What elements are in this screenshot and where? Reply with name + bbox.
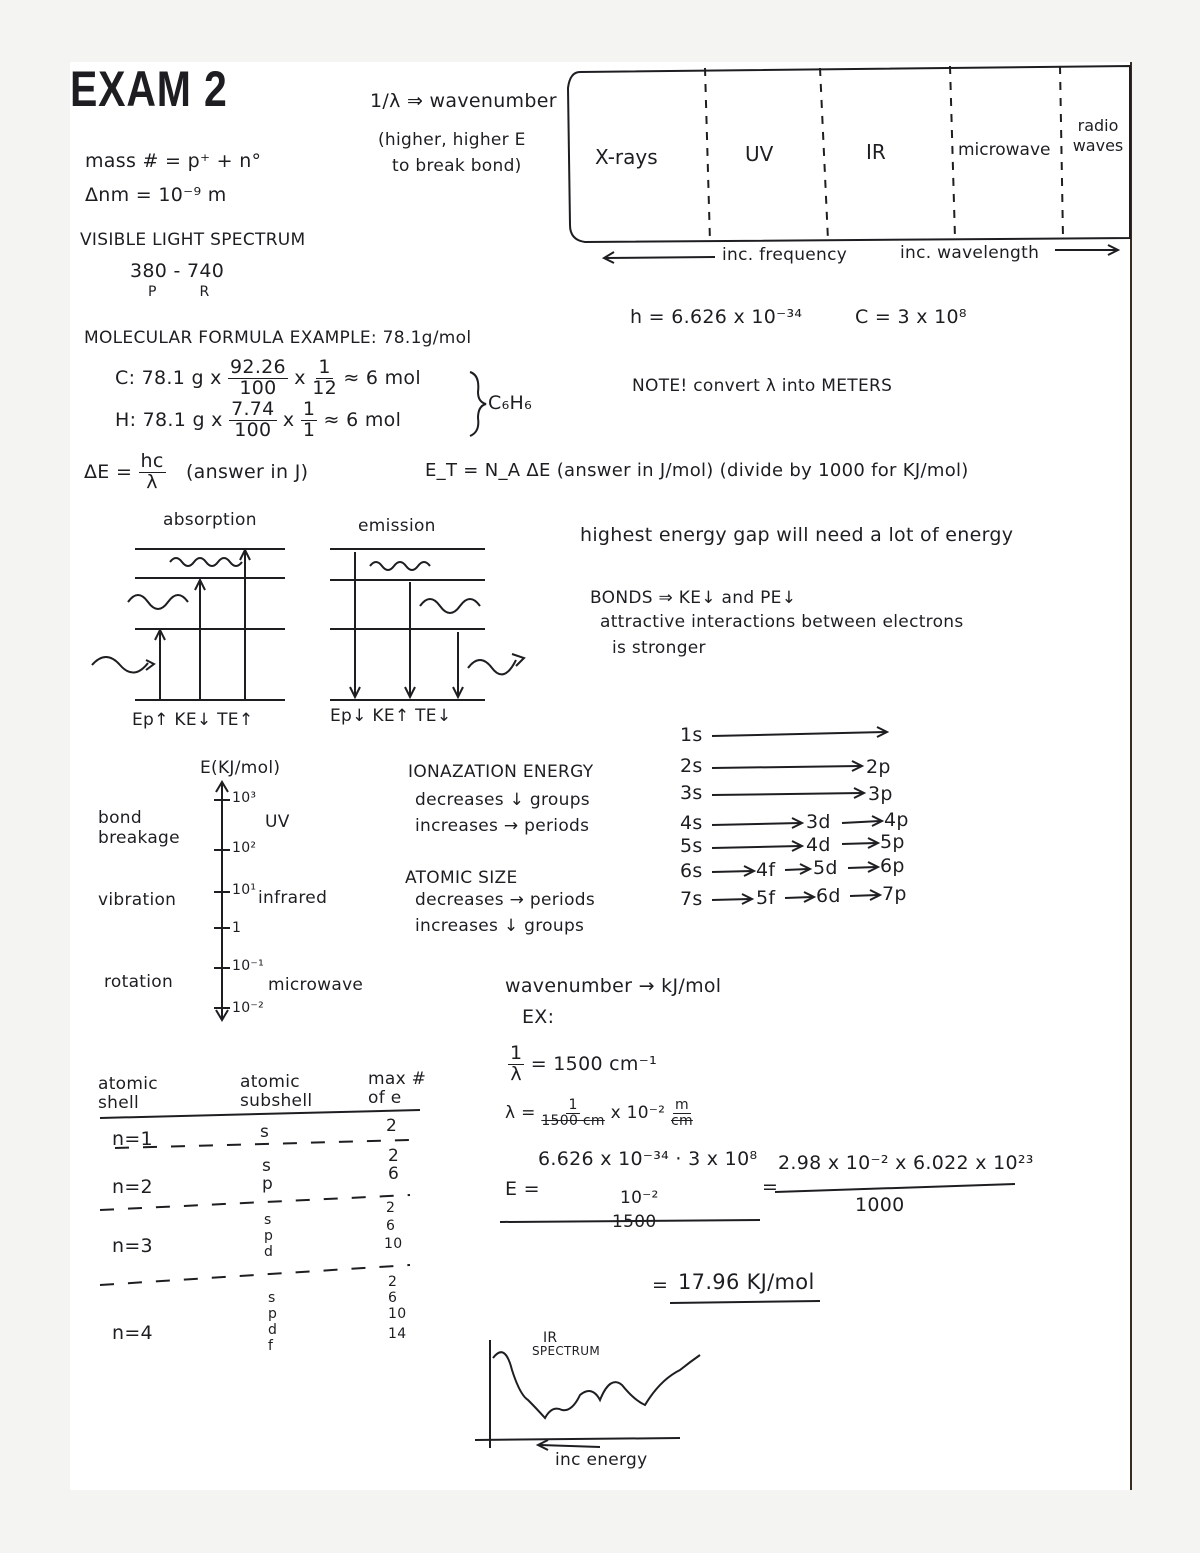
spectrum-region-radio: radio waves xyxy=(1072,116,1124,155)
inc-energy-label: inc energy xyxy=(555,1450,648,1470)
ir-label: IR xyxy=(543,1330,558,1346)
table-cell-max: 10 xyxy=(384,1236,403,1252)
orbital-label: 5s xyxy=(680,835,703,857)
spectrum-divider xyxy=(950,66,955,238)
orbital-label: 3s xyxy=(680,782,703,804)
orbital-label: 5f xyxy=(756,887,776,909)
emission-diagram xyxy=(330,549,524,700)
table-cell-subshell: p xyxy=(264,1228,274,1244)
example-step-3-den-num: 10⁻² xyxy=(620,1188,659,1208)
process-bond-breakage: bond breakage xyxy=(98,808,180,848)
attractive-note-1: attractive interactions between electrons xyxy=(600,612,964,632)
inc-wavelength-label: inc. wavelength xyxy=(900,243,1040,263)
table-cell-max: 6 xyxy=(388,1164,400,1184)
energy-axis-label: E(KJ/mol) xyxy=(200,758,281,778)
visible-range: 380 - 740 xyxy=(130,260,225,282)
table-cell-shell: n=2 xyxy=(112,1176,153,1198)
example-step-2: λ = $\frac{1}{1500 cm}$ x 10⁻² $\frac{m}{cm}$ xyxy=(505,1097,693,1129)
attractive-note-2: is stronger xyxy=(612,638,706,658)
example-step-3-lhs: E = xyxy=(505,1178,540,1200)
fraction: $\frac{hc}{\lambda}$ xyxy=(140,450,164,493)
molecular-formula-result: C₆H₆ xyxy=(488,392,532,414)
arrow-left xyxy=(605,257,715,258)
orbital-label: 2p xyxy=(866,756,891,778)
tick-label: 10¹ xyxy=(232,882,257,898)
table-cell-subshell: f xyxy=(268,1338,274,1354)
total-energy-equation: E_T = N_A ΔE (answer in J/mol) (divide by 1000 for KJ/mol) xyxy=(425,460,969,481)
speed-of-light: C = 3 x 10⁸ xyxy=(855,306,967,328)
absorption-diagram xyxy=(92,549,285,700)
region-uv: UV xyxy=(265,812,290,832)
table-cell-max: 10 xyxy=(388,1306,407,1322)
inc-frequency-label: inc. frequency xyxy=(722,245,848,265)
emission-caption: Ep↓ KE↑ TE↓ xyxy=(330,706,452,726)
orbital-label: 5p xyxy=(880,831,905,853)
fraction-bar xyxy=(775,1184,1015,1192)
table-header: max # of e xyxy=(368,1069,427,1108)
table-cell-subshell: s xyxy=(268,1290,276,1306)
page-title: EXAM 2 xyxy=(70,61,228,117)
table-cell-subshell: s xyxy=(260,1122,270,1142)
orbital-label: 6d xyxy=(816,885,841,907)
atomic-size-trend-2: increases ↓ groups xyxy=(415,916,585,936)
table-cell-subshell: p xyxy=(268,1306,278,1322)
ir-spectrum-label: SPECTRUM xyxy=(532,1344,601,1358)
orbital-label: 3p xyxy=(868,783,893,805)
atomic-size-trend-1: decreases → periods xyxy=(415,890,596,910)
meters-note: NOTE! convert λ into METERS xyxy=(632,376,893,396)
atomic-size-heading: ATOMIC SIZE xyxy=(405,868,518,888)
orbital-label: 4s xyxy=(680,812,703,834)
fraction: $\frac{1}{12}$ xyxy=(312,356,337,399)
energy-axis xyxy=(214,782,230,1020)
orbital-label: 3d xyxy=(806,811,831,833)
wavenumber-def: 1/λ ⇒ wavenumber xyxy=(370,90,557,112)
tick-label: 10² xyxy=(232,840,257,856)
table-header: atomic shell xyxy=(98,1074,158,1113)
energy-gap-note: highest energy gap will need a lot of energy xyxy=(580,524,1014,546)
example-step-3-num-2: 2.98 x 10⁻² x 6.022 x 10²³ xyxy=(778,1152,1034,1174)
spectrum-region-microwave: microwave xyxy=(958,140,1051,160)
fraction: $\frac{m}{cm}$ xyxy=(670,1097,693,1129)
ionization-trend-1: decreases ↓ groups xyxy=(415,790,590,810)
spectrum-region-xray: X-rays xyxy=(595,145,658,169)
table-cell-subshell: s xyxy=(264,1212,272,1228)
fraction: $\frac{1}{1500 cm}$ xyxy=(541,1097,605,1129)
hydrogen-calc: H: 78.1 g x $\frac{7.74}{100}$ x $\frac{1}{1}$ ≈ 6 mol xyxy=(115,398,402,441)
tick-label: 10⁻¹ xyxy=(232,958,265,974)
orbital-label: 2s xyxy=(680,755,703,777)
fraction: $\frac{1}{\lambda}$ xyxy=(510,1042,523,1085)
spectrum-region-uv: UV xyxy=(745,142,774,166)
brace xyxy=(470,372,486,436)
table-cell-shell: n=1 xyxy=(112,1128,153,1150)
carbon-calc: C: 78.1 g x $\frac{92.26}{100}$ x $\frac{1}{12}$ ≈ 6 mol xyxy=(115,356,421,399)
ionization-trend-2: increases → periods xyxy=(415,816,590,836)
spectrum-divider xyxy=(1060,66,1063,238)
absorption-label: absorption xyxy=(163,510,257,530)
aufbau-arrows xyxy=(712,727,887,904)
fraction: $\frac{7.74}{100}$ xyxy=(231,398,275,441)
planck-constant: h = 6.626 x 10⁻³⁴ xyxy=(630,306,803,328)
orbital-label: 4f xyxy=(756,859,776,881)
table-cell-max: 2 xyxy=(386,1116,398,1136)
orbital-label: 1s xyxy=(680,724,703,746)
fraction: $\frac{92.26}{100}$ xyxy=(230,356,286,399)
orbital-label: 6p xyxy=(880,855,905,877)
process-vibration: vibration xyxy=(98,890,177,910)
region-infrared: infrared xyxy=(258,888,328,908)
example-label: EX: xyxy=(522,1006,555,1028)
tick-label: 10⁻² xyxy=(232,1000,265,1016)
example-step-3-num: 6.626 x 10⁻³⁴ · 3 x 10⁸ xyxy=(538,1148,758,1170)
region-microwave: microwave xyxy=(268,975,364,995)
fraction: $\frac{1}{1}$ xyxy=(302,398,316,441)
table-cell-max: 6 xyxy=(386,1218,396,1234)
table-cell-subshell: p xyxy=(262,1174,274,1194)
wavenumber-note-1: (higher, higher E xyxy=(378,130,526,150)
orbital-label: 4d xyxy=(806,834,831,856)
tick-label: 10³ xyxy=(232,790,257,806)
mass-number-eq: mass # = p⁺ + n° xyxy=(85,150,262,172)
example-step-3-den-2: 1000 xyxy=(855,1194,905,1216)
table-cell-max: 2 xyxy=(386,1200,396,1216)
result-eq: = xyxy=(652,1274,669,1296)
example-heading: wavenumber → kJ/mol xyxy=(505,975,722,997)
emission-label: emission xyxy=(358,516,436,536)
process-rotation: rotation xyxy=(104,972,174,992)
orbital-label: 7s xyxy=(680,888,703,910)
spectrum-region-ir: IR xyxy=(866,140,886,164)
table-cell-subshell: d xyxy=(268,1322,278,1338)
orbital-label: 4p xyxy=(884,809,909,831)
delta-e-equation: ΔE = $\frac{hc}{\lambda}$ (answer in J) xyxy=(84,450,309,493)
orbital-label: 6s xyxy=(680,860,703,882)
table-cell-max: 2 xyxy=(388,1146,400,1166)
final-result: 17.96 KJ/mol xyxy=(678,1270,815,1294)
table-cell-subshell: s xyxy=(262,1156,272,1176)
table-cell-shell: n=4 xyxy=(112,1322,153,1344)
bonds-note: BONDS ⇒ KE↓ and PE↓ xyxy=(590,588,797,608)
orbital-label: 7p xyxy=(882,883,907,905)
spectrum-divider xyxy=(820,68,828,240)
table-cell-max: 6 xyxy=(388,1290,398,1306)
nm-eq: Δnm = 10⁻⁹ m xyxy=(85,184,227,206)
visible-heading: VISIBLE LIGHT SPECTRUM xyxy=(80,230,306,250)
example-step-1: $\frac{1}{\lambda}$ = 1500 cm⁻¹ xyxy=(510,1042,657,1085)
table-header: atomic subshell xyxy=(240,1072,313,1111)
table-cell-max: 2 xyxy=(388,1274,398,1290)
result-underline xyxy=(670,1301,820,1303)
visible-ends: P R xyxy=(148,284,210,300)
table-cell-max: 14 xyxy=(388,1326,407,1342)
orbital-label: 5d xyxy=(813,857,838,879)
spectrum-divider xyxy=(705,68,710,242)
tick-label: 1 xyxy=(232,920,242,936)
example-step-3-eq: = xyxy=(762,1176,779,1198)
example-step-3-den-den: 1500 xyxy=(612,1212,657,1232)
absorption-caption: Ep↑ KE↓ TE↑ xyxy=(132,710,254,730)
table-cell-shell: n=3 xyxy=(112,1235,153,1257)
molecular-heading: MOLECULAR FORMULA EXAMPLE: 78.1g/mol xyxy=(84,328,472,348)
wavenumber-note-2: to break bond) xyxy=(392,156,522,176)
ionization-heading: IONAZATION ENERGY xyxy=(408,762,594,782)
table-cell-subshell: d xyxy=(264,1244,274,1260)
